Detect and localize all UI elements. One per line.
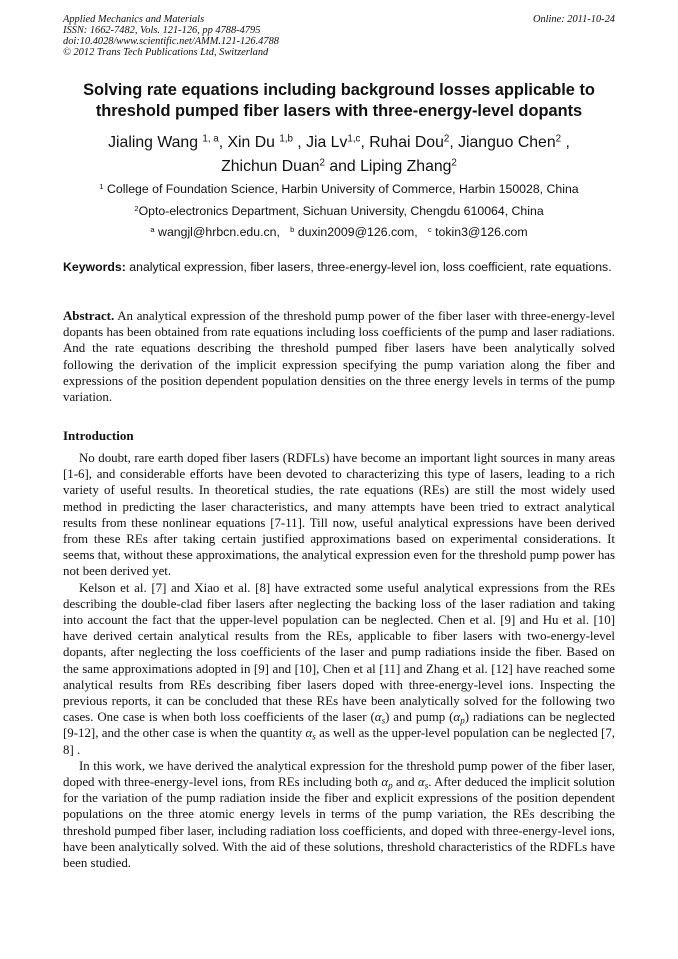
author-sup: 1,c (347, 133, 361, 145)
text-run: Kelson et al. [7] and Xiao et al. [8] have extracted some useful analytical expressions from the REs describing the double-clad fiber lasers after neglecting the backing loss of the laser radiation and taking into account the fact that the upper-level population can be neglected. Chen et al. [9] and Hu et al. [10] have derived certain analytical results from the REs, applicable to fiber lasers with two-energy-level dopants, after neglecting the loss coefficients of the laser and pump radiations inside the fiber. Based on the same approximations adopted in [9] and [10], Chen et al [11] and Zhang et al. [12] have reached some analytical results from REs describing fiber lasers doped with three-energy-level ions. Inspecting the previous reports, it can be concluded that these REs have been analytically solved for the following two cases. One case is when both loss coefficients of the laser ( (63, 580, 615, 725)
math-alpha-p: $\alpha_p$ (453, 710, 465, 726)
email: duxin2009@126.com, (294, 225, 418, 239)
author-sep: , (561, 134, 570, 151)
title-line-2: threshold pumped fiber lasers with three-energy-level dopants (95, 101, 583, 120)
author-sup: 2 (555, 133, 562, 145)
author-sep: , (449, 134, 459, 151)
keywords-text: analytical expression, fiber lasers, three-energy-level ion, loss coefficient, rate equations. (125, 260, 612, 274)
text-run: and (392, 775, 418, 790)
title-line-1: Solving rate equations including background losses applicable to (83, 81, 595, 99)
author: Ruhai Dou (369, 134, 444, 151)
author: Jianguo Chen (458, 134, 556, 151)
author: Jialing Wang (108, 134, 203, 151)
text-run: ) radiations can be neglected [9-12], and the other case is when the quantity (63, 710, 615, 741)
journal-header (63, 14, 615, 58)
math-alpha-s: $\alpha_s$ (305, 726, 316, 742)
issn: ISSN: 1662-7482, Vols. 121-126, pp 4788-4795 (63, 25, 261, 36)
text-run: as well as the upper-level population can be neglected [7, 8] . (63, 726, 616, 757)
author: Jia Lv (306, 134, 348, 151)
affiliation-text: College of Foundation Science, Harbin University of Commerce, Harbin 150028, China (103, 182, 579, 196)
text-run: . After deduced the implicit solution for the variation of the pump radiation inside the fiber and explicit expressions of the position dependent populations on the three atomic energy levels in terms of the pump variation, the REs describing the threshold pumped fiber laser, including radiation loss coefficients, and doped with three-energy-level ions, have been analytically solved. With the aid of these solutions, threshold characteristics of the RDFLs have been studied. (63, 775, 615, 871)
paragraph (63, 580, 615, 758)
abstract-text: An analytical expression of the threshold pump power of the fiber laser with three-energy-level dopants has been obtained from rate equations including loss coefficients of the pump and laser radiations. And the rate equations describing the threshold pumped fiber lasers have been analytically solved following the derivation of the implicit expression specifying the pump variation along the fiber and expressions of the position dependent population densities on the three energy levels in terms of the pump variation. (63, 309, 615, 405)
author: Liping Zhang (360, 158, 452, 175)
text-run: In this work, we have derived the analytical expression for the threshold pump power of the fiber laser, doped with three-energy-level ions, from REs including both (63, 758, 615, 790)
email-sup: b (290, 224, 295, 234)
author: Zhichun Duan (221, 158, 320, 175)
section-heading: Introduction (63, 428, 134, 443)
online-date: Online: 2011-10-24 (532, 14, 615, 25)
author-sup: 2 (451, 157, 457, 169)
author-sup: 2 (319, 157, 325, 169)
author-sep: , (292, 134, 307, 151)
author-sup: 1,b (279, 133, 293, 145)
keywords (63, 260, 615, 276)
paragraph: No doubt, rare earth doped fiber lasers (RDFLs) have become an important light sources in many areas [1-6], and considerable efforts have been devoted to characterizing this type of lasers, leading to a rich variety of useful results. In theoretical studies, the rate equations (REs) are still the most widely used method in predicting the laser characteristics, and many attempts have been tried to extract analytical results from these nonlinear equations [7-11]. Till now, useful analytical expressions have been derived from these REs after taking certain justified approximations based on experimental considerations. It seems that, without these approximations, the analytical expression even for the threshold pump power has not been derived yet. (63, 451, 615, 579)
email: wangjl@hrbcn.edu.cn, (154, 225, 280, 239)
email-sup: a (150, 224, 155, 234)
math-alpha-s: $\alpha_s$ (374, 710, 386, 726)
keywords-label: Keywords: (63, 260, 126, 274)
email: tokin3@126.com (431, 225, 528, 239)
affiliation-sup: 1 (99, 181, 104, 191)
math-alpha-s: $\alpha_s$ (417, 775, 429, 791)
abstract-label: Abstract. (63, 309, 115, 323)
email-sup: c (427, 224, 432, 234)
affiliation-text: Opto-electronics Department, Sichuan University, Chengdu 610064, China (138, 204, 544, 218)
text-run: ) and pump ( (385, 710, 454, 725)
abstract (63, 308, 615, 405)
author-sup: 1, a (202, 133, 219, 145)
paper-title (40, 80, 638, 121)
author-list (40, 131, 638, 179)
introduction-body (63, 450, 615, 871)
author-sup: 2 (443, 133, 450, 145)
math-alpha-p: $\alpha_p$ (381, 775, 393, 791)
affiliation-sup: 2 (134, 203, 139, 213)
affiliation-1 (40, 182, 638, 196)
author-sep: and (324, 158, 361, 175)
doi: doi:10.4028/www.scientific.net/AMM.121-126.4788 (63, 36, 279, 47)
author: Xin Du (227, 134, 280, 151)
journal-name: Applied Mechanics and Materials (63, 14, 205, 25)
copyright: © 2012 Trans Tech Publications Ltd, Switzerland (63, 47, 269, 58)
email-list (40, 225, 638, 239)
author-sep: , (218, 134, 228, 151)
paragraph (63, 758, 615, 871)
affiliation-2 (40, 204, 638, 218)
author-sep: , (360, 134, 370, 151)
